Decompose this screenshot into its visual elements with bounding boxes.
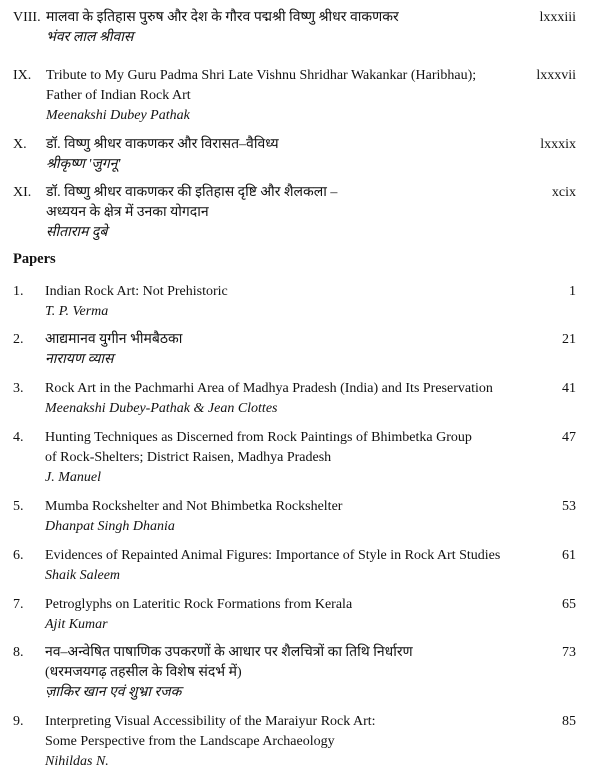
- entry-page: 53: [562, 499, 576, 514]
- section-heading: Papers: [13, 251, 56, 267]
- entry-number: 4.: [13, 430, 24, 445]
- entry-page: xcix: [551, 185, 576, 200]
- entry-page: lxxxiii: [539, 10, 576, 25]
- entry-page: 47: [562, 430, 576, 445]
- entry-title-line2: अध्ययन के क्षेत्र में उनका योगदान: [46, 205, 209, 220]
- entry-page: 61: [562, 548, 576, 563]
- entry-page: 85: [562, 714, 576, 729]
- entry-number: 9.: [13, 714, 24, 729]
- entry-number: VIII.: [13, 10, 41, 25]
- entry-title: मालवा के इतिहास पुरुष और देश के गौरव पद्मश्री विष्णु श्रीधर वाकणकर: [46, 10, 399, 25]
- entry-author: T. P. Verma: [45, 304, 109, 319]
- entry-title-line2: Father of Indian Rock Art: [46, 88, 191, 103]
- entry-author: ज़ाकिर खान एवं शुभ्रा रजक: [45, 685, 182, 700]
- entry-author: Nihildas N.: [45, 754, 109, 769]
- entry-title-line2: (धरमजयगढ़ तहसील के विशेष संदर्भ में): [45, 665, 242, 680]
- entry-title: Evidences of Repainted Animal Figures: Importance of Style in Rock Art Studies: [45, 548, 501, 563]
- entry-number: IX.: [13, 68, 32, 83]
- entry-title: Hunting Techniques as Discerned from Rock Paintings of Bhimbetka Group: [45, 430, 472, 445]
- entry-author: श्रीकृष्ण 'जुगनू': [46, 157, 121, 172]
- entry-author: Meenakshi Dubey-Pathak & Jean Clottes: [45, 401, 278, 416]
- entry-title: डॉ. विष्णु श्रीधर वाकणकर और विरासत–वैविध्य: [46, 137, 279, 152]
- entry-number: 7.: [13, 597, 24, 612]
- entry-author: सीताराम दुबे: [46, 225, 108, 240]
- entry-number: 6.: [13, 548, 24, 563]
- entry-title: नव–अन्वेषित पाषाणिक उपकरणों के आधार पर शैलचित्रों का तिथि निर्धारण: [45, 645, 413, 660]
- entry-page: 65: [562, 597, 576, 612]
- entry-author: Ajit Kumar: [45, 617, 108, 632]
- entry-page: 21: [562, 332, 576, 347]
- entry-number: 8.: [13, 645, 24, 660]
- entry-title: Rock Art in the Pachmarhi Area of Madhya Pradesh (India) and Its Preservation: [45, 381, 493, 396]
- entry-title: Petroglyphs on Lateritic Rock Formations from Kerala: [45, 597, 353, 612]
- entry-page: 73: [562, 645, 576, 660]
- entry-title: डॉ. विष्णु श्रीधर वाकणकर की इतिहास दृष्टि और शैलकला –: [46, 185, 338, 200]
- entry-author: Meenakshi Dubey Pathak: [46, 108, 190, 123]
- entry-author: नारायण व्यास: [45, 352, 114, 367]
- entry-number: 1.: [13, 284, 24, 299]
- entry-number: XI.: [13, 185, 32, 200]
- entry-title: Mumba Rockshelter and Not Bhimbetka Rockshelter: [45, 499, 343, 514]
- entry-number: X.: [13, 137, 27, 152]
- entry-title: आद्यमानव युगीन भीमबैठका: [45, 332, 183, 347]
- entry-number: 2.: [13, 332, 24, 347]
- entry-page: lxxxix: [540, 137, 576, 152]
- entry-author: Shaik Saleem: [45, 568, 121, 583]
- entry-author: Dhanpat Singh Dhania: [45, 519, 175, 534]
- entry-title: Indian Rock Art: Not Prehistoric: [45, 284, 228, 299]
- entry-author: भंवर लाल श्रीवास: [46, 30, 134, 45]
- entry-title: Interpreting Visual Accessibility of the Maraiyur Rock Art:: [45, 714, 376, 729]
- entry-page: lxxxvii: [536, 68, 576, 83]
- entry-author: J. Manuel: [45, 470, 101, 485]
- entry-page: 1: [569, 284, 576, 299]
- entry-title-line2: of Rock-Shelters; District Raisen, Madhya Pradesh: [45, 450, 332, 465]
- entry-title: Tribute to My Guru Padma Shri Late Vishnu Shridhar Wakankar (Haribhau);: [46, 68, 477, 83]
- entry-title-line2: Some Perspective from the Landscape Archaeology: [45, 734, 335, 749]
- entry-number: 3.: [13, 381, 24, 396]
- entry-page: 41: [562, 381, 576, 396]
- entry-number: 5.: [13, 499, 24, 514]
